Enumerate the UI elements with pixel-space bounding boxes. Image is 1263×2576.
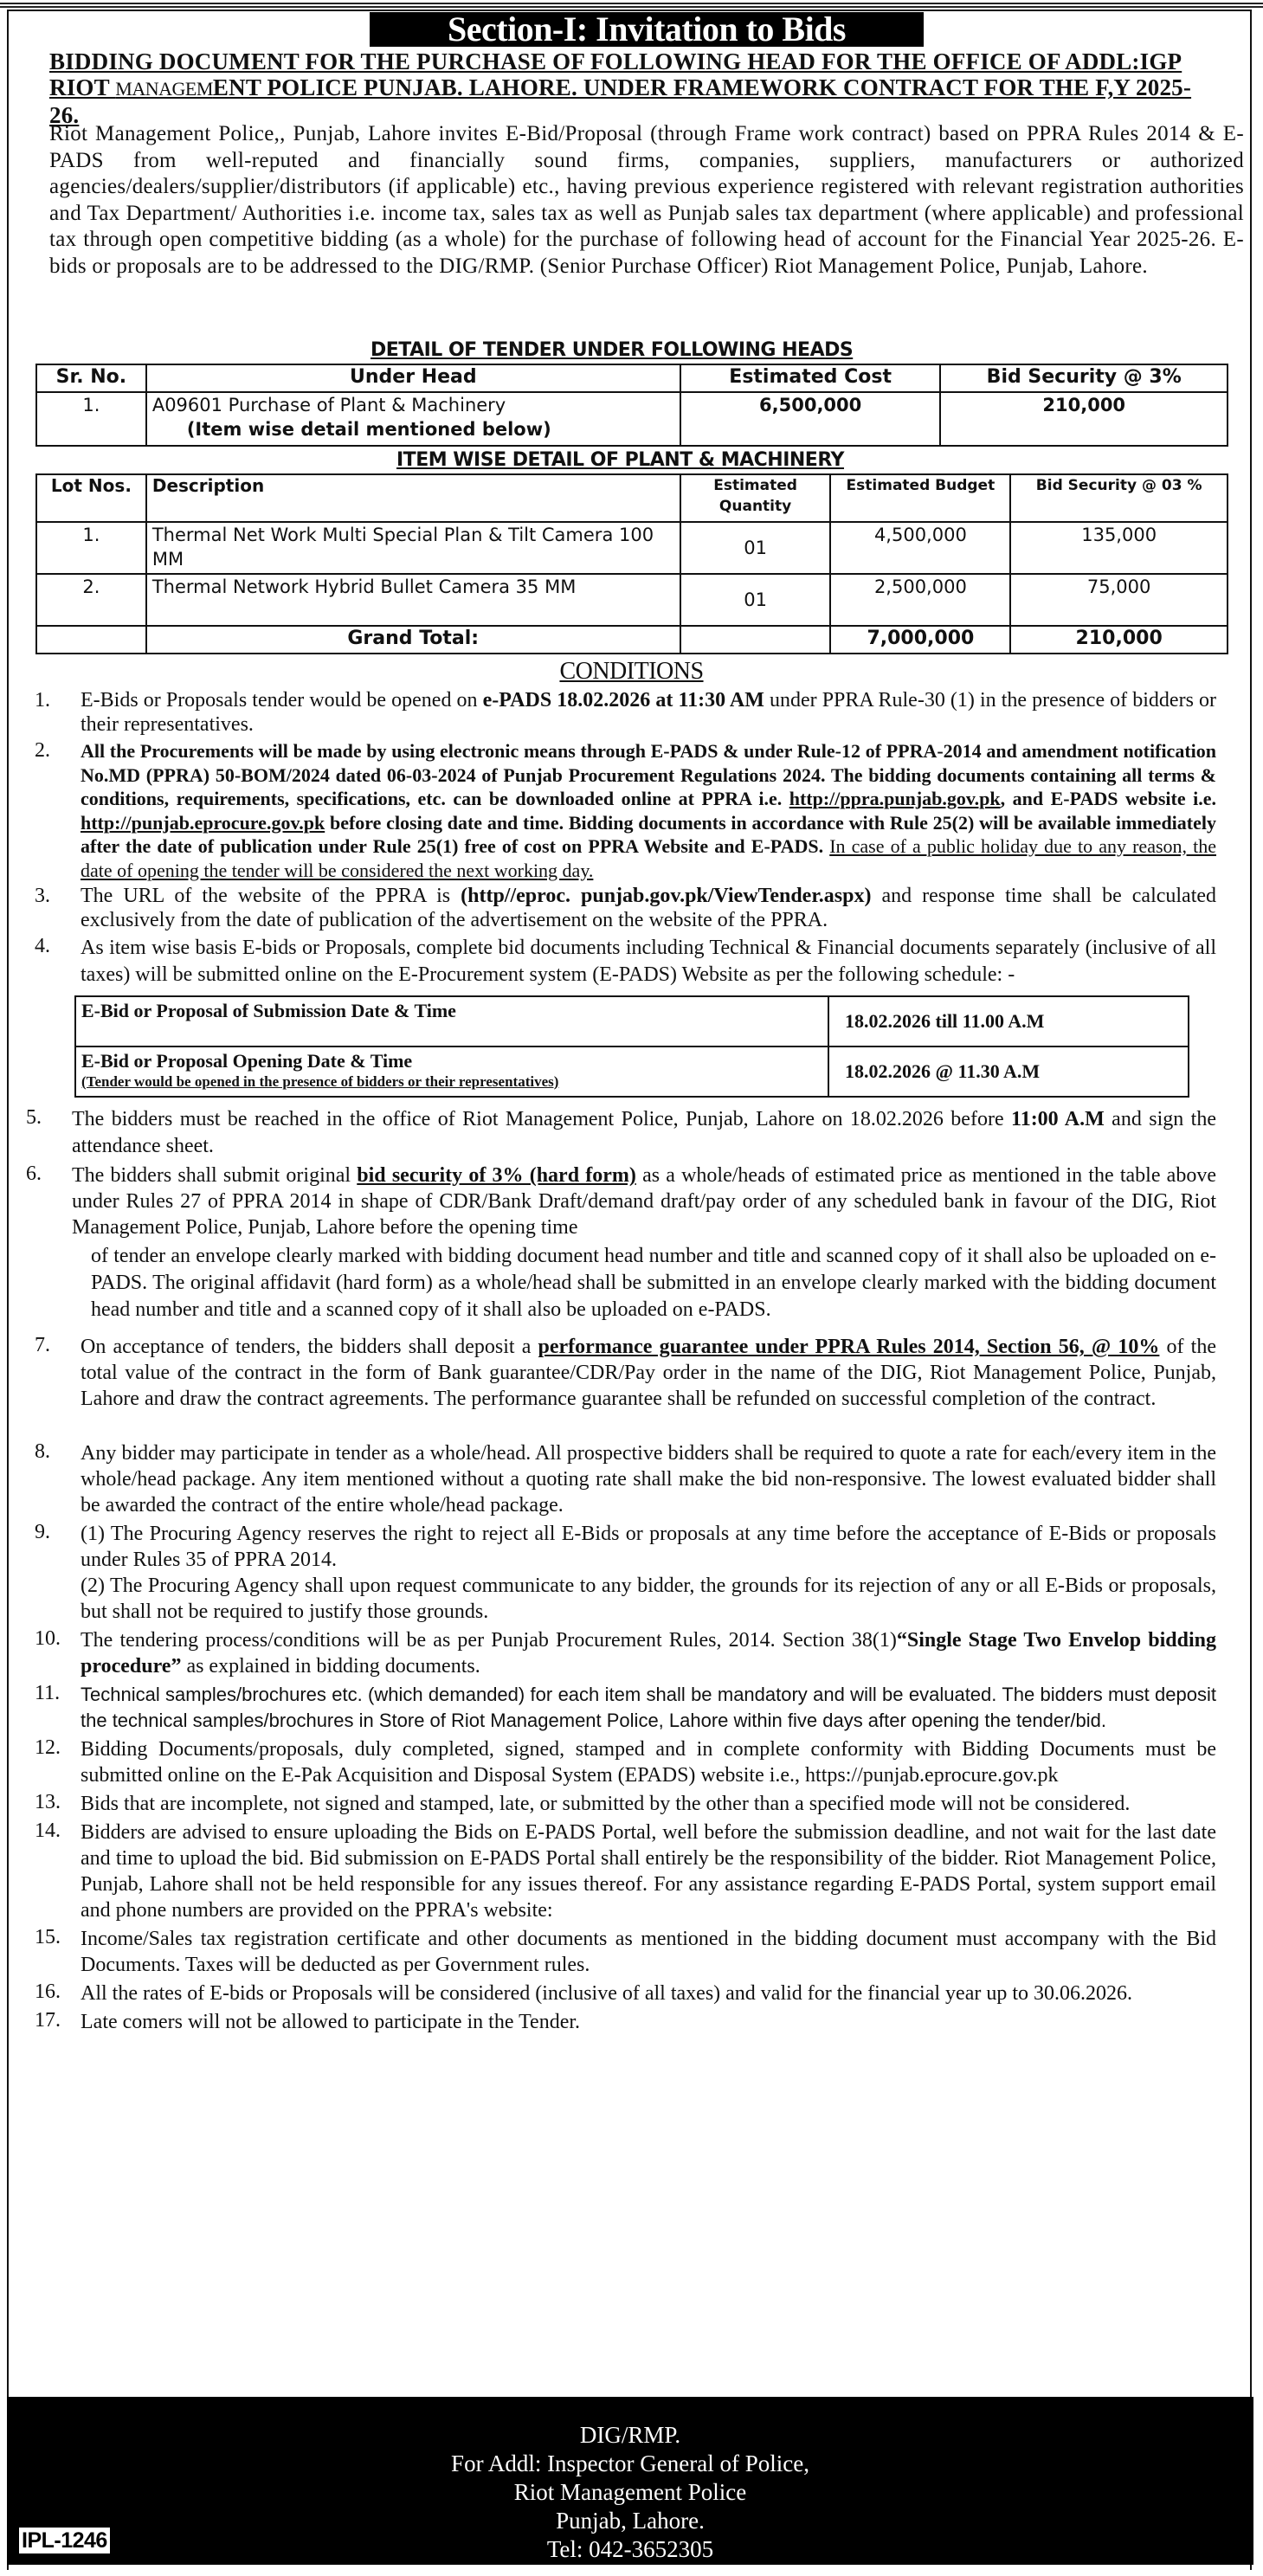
condition-number: 9. (35, 1521, 50, 1543)
condition-number: 4. (35, 935, 50, 957)
condition-item-14 (35, 1819, 1216, 1923)
conditions-list (26, 689, 1217, 2038)
text-segment: under PPRA Rule-30 (1) in the presence of bidders or their representatives. (81, 689, 1217, 736)
condition-item-12 (35, 1736, 1216, 1788)
condition-text (81, 1819, 1216, 1923)
bold-segment: “Single Stage Two Envelop bidding procedure” (81, 1629, 1216, 1678)
condition-item-9 (35, 1521, 1216, 1625)
condition-number: 7. (35, 1334, 50, 1356)
col-header-bid-security: Bid Security @ 03 % (1010, 474, 1228, 522)
schedule-label (75, 996, 828, 1046)
condition-item-1 (35, 689, 1216, 737)
condition-number: 10. (35, 1627, 61, 1650)
text-segment: E-Bids or Proposals tender would be opened on (81, 689, 483, 712)
schedule-value: 18.02.2026 till 11.00 A.M (828, 996, 1189, 1046)
condition-item-8 (35, 1440, 1216, 1518)
schedule-label (75, 1046, 828, 1097)
bold-segment: 11:00 A.M (1011, 1108, 1105, 1130)
condition-text (81, 1791, 1216, 1817)
schedule-label-note: (Tender would be opened in the presence of bidders or their representatives) (81, 1072, 559, 1090)
grand-total-label: Grand Total: (146, 626, 680, 654)
bid-security-cell: 75,000 (1010, 574, 1228, 626)
text-segment: , and E-PADS website i.e. (1000, 788, 1216, 809)
condition-number: 15. (35, 1926, 61, 1948)
condition-text (81, 1980, 1216, 2006)
schedule-label-text: E-Bid or Proposal Opening Date & Time (81, 1050, 413, 1072)
text-segment: Technical samples/brochures etc. (which demanded) for each item shall be mandatory and will be evaluated. The bidders must deposit the technical samples/brochures in Store of Riot Management Police, Lahore within five days after opening the tender/bid. (81, 1684, 1216, 1731)
schedule-value: 18.02.2026 @ 11.30 A.M (828, 1046, 1189, 1097)
text-segment: Any bidder may participate in tender as a whole/head. All prospective bidders shall be required to quote a rate for each/every item in the whole/head package. Any item mentioned without a quoting rate shall make the bid non-responsive. The lowest evaluated bidder shall be awarded the contract of the entire whole/head package. (81, 1442, 1216, 1517)
condition-item-11 (35, 1682, 1216, 1734)
signatory-title: DIG/RMP. (579, 2422, 681, 2448)
table-header-row (36, 364, 1228, 392)
text-segment: All the Procurements will be made by using electronic means through E-PADS & under Rule-12 of PPRA-2014 and amendment notification No.MD (PPRA) 50-BOM/2024 dated 06-03-2024 of Punjab Procurement Regulations 2024. The bidding documents containing all terms & conditions, requirements, specifications, etc. can be downloaded online at PPRA i.e. (81, 740, 1216, 809)
text-segment: Late comers will not be allowed to participate in the Tender. (81, 2011, 581, 2033)
schedule-row (75, 996, 1189, 1046)
col-header-description: Description (146, 474, 680, 522)
bold-underlined-segment: performance guarantee under PPRA Rules 2014, Section 56, @ 10% (538, 1336, 1160, 1358)
text-segment: The bidders must be reached in the office of Riot Management Police, Punjab, Lahore on 18.02.2026 before (72, 1108, 1012, 1130)
text-segment: The tendering process/conditions will be as per Punjab Procurement Rules, 2014. Section 38(1) (81, 1629, 897, 1652)
col-header-quantity: Estimated Quantity (680, 474, 831, 522)
section-title: Section-I: Invitation to Bids (370, 12, 924, 47)
condition-item-16 (35, 1980, 1216, 2006)
bold-underlined-segment: bid security of 3% (hard form) (357, 1164, 636, 1187)
clause-1: (1) The Procuring Agency reserves the right to reject all E-Bids or proposals at any time before the acceptance of E-Bids or proposals under Rules 35 of PPRA 2014. (81, 1523, 1216, 1571)
col-header-sr-no: Sr. No. (36, 364, 146, 392)
condition-item-15 (35, 1926, 1216, 1978)
underlined-segment: In case of a public holiday due to any reason, the date of opening the tender will be considered the next working day. (81, 835, 1217, 881)
under-head-text: A09601 Purchase of Plant & Machinery (151, 395, 506, 415)
condition-number: 17. (35, 2009, 61, 2032)
text-segment: as a whole/heads of estimated price as mentioned in the table above under Rules 27 of PPRA 2014 in shape of CDR/Bank Draft/demand draft/pay order of any scheduled bank in favour of the DIG, Riot Management Police, Punjab, Lahore before the opening time (72, 1164, 1216, 1239)
items-heading: ITEM WISE DETAIL OF PLANT & MACHINERY (396, 449, 844, 471)
condition-text (81, 1682, 1216, 1734)
condition-text (81, 2009, 1216, 2035)
intro-paragraph: Riot Management Police,, Punjab, Lahore invites E-Bid/Proposal (through Frame work contract) based on PPRA Rules 2014 & E-PADS from well-reputed and financially sound firms, companies, suppliers, manufacturers or authorized agencies/dealers/supplier/distributors (if applicable) etc., having previous experience registered with relevant registration authorities and Tax Department/ Authorities i.e. income tax, sales tax as well as Punjab sales tax department (where applicable) and professional tax through open competitive bidding (as a whole) for the purchase of following head of account for the Financial Year 2025-26. E-bids or proposals are to be addressed to the DIG/RMP. (Senior Purchase Officer) Riot Management Police, Punjab, Lahore. (49, 122, 1244, 278)
signatory-phone: Tel: 042-3652305 (546, 2536, 714, 2562)
text-segment: All the rates of E-bids or Proposals will be considered (inclusive of all taxes) and valid for the financial year up to 30.06.2026. (81, 1982, 1133, 2005)
conditions-title: CONDITIONS (559, 658, 704, 685)
col-header-estimated-cost: Estimated Cost (680, 364, 941, 392)
col-header-budget: Estimated Budget (830, 474, 1010, 522)
condition-text (81, 1627, 1216, 1679)
text-segment: of the total value of the contract in the form of Bank guarantee/CDR/Pay order in the name of the DIG, Riot Management Police, Punjab, Lahore and draw the contract agreements. The performance guarantee shall be refunded on successful completion of the contract. (81, 1336, 1216, 1410)
ipl-reference-badge: IPL-1246 (19, 2528, 110, 2553)
schedule-table (74, 995, 1189, 1098)
condition-number: 8. (35, 1440, 50, 1463)
col-header-under-head: Under Head (146, 364, 680, 392)
condition-text (81, 689, 1216, 737)
condition-text (72, 1162, 1216, 1240)
signatory-location: Punjab, Lahore. (556, 2508, 705, 2534)
empty-cell (36, 626, 146, 654)
condition-item-3 (35, 885, 1216, 932)
condition-item-5 (26, 1106, 1216, 1160)
lot-cell: 1. (36, 522, 146, 574)
description-cell: Thermal Net Work Multi Special Plan & Tilt Camera 100 MM (146, 522, 680, 574)
document-heading (49, 48, 1209, 128)
table-row (36, 522, 1228, 574)
epads-link[interactable]: http://punjab.eprocure.gov.pk (81, 811, 325, 834)
condition-text (81, 1440, 1216, 1518)
text-segment: The URL of the website of the PPRA is (81, 885, 461, 907)
condition-text (81, 1926, 1216, 1978)
condition-number: 5. (26, 1106, 42, 1129)
condition-item-10 (35, 1627, 1216, 1679)
lot-cell: 2. (36, 574, 146, 626)
tender-heads-heading: DETAIL OF TENDER UNDER FOLLOWING HEADS (371, 339, 854, 361)
signatory-office: For Addl: Inspector General of Police, (451, 2450, 809, 2476)
text-segment: as explained in bidding documents. (181, 1655, 480, 1678)
items-table (35, 473, 1228, 654)
schedule-row (75, 1046, 1189, 1097)
condition-text (81, 1521, 1216, 1625)
text-segment: and sign the attendance sheet. (72, 1108, 1216, 1157)
condition-number: 1. (35, 689, 50, 712)
condition-item-13 (35, 1791, 1216, 1817)
condition-item-7 (35, 1334, 1216, 1438)
signature-footer (7, 2397, 1253, 2565)
ppra-link[interactable]: http://ppra.punjab.gov.pk (789, 788, 1001, 809)
text-segment: Bidders are advised to ensure uploading the Bids on E-PADS Portal, well before the submission deadline, and not wait for the last date and time to upload the bid. Bid submission on E-PADS Portal shall entirely be the responsibility of the bidder. Riot Management Police, Punjab, Lahore shall not be held responsible for any issues thereof. For any assistance regarding E-PADS Portal, system support email and phone numbers are provided on the PPRA's website: (81, 1821, 1216, 1922)
condition-text (81, 885, 1216, 932)
condition-6-continuation: of tender an envelope clearly marked with bidding document head number and title and scanned copy of it shall also be uploaded on e-PADS. The original affidavit (hard form) as a whole/head shall be submitted in an envelope clearly marked with the bidding document head number and title and a scanned copy of it shall also be uploaded on e-PADS. (91, 1245, 1216, 1321)
condition-number: 13. (35, 1791, 61, 1813)
clause-2: (2) The Procuring Agency shall upon request communicate to any bidder, the grounds for its rejection of any or all E-Bids or proposals, but shall not be required to justify those grounds. (81, 1575, 1216, 1623)
text-segment: As item wise basis E-bids or Proposals, complete bid documents including Technical & Financial documents separately (inclusive of all taxes) will be submitted online on the E-Procurement system (E-PADS) Website as per the following schedule: - (81, 937, 1216, 986)
condition-number: 6. (26, 1162, 42, 1185)
schedule-label-text: E-Bid or Proposal of Submission Date & Time (81, 1000, 456, 1021)
condition-number: 16. (35, 1980, 61, 2003)
sr-no-cell: 1. (36, 392, 146, 446)
table-row (36, 392, 1228, 446)
quantity-cell: 01 (680, 574, 831, 626)
condition-text (81, 1334, 1216, 1412)
bold-segment: e-PADS 18.02.2026 at 11:30 AM (482, 689, 764, 712)
condition-number: 2. (35, 739, 50, 762)
bid-security-cell: 135,000 (1010, 522, 1228, 574)
heading-part-3: ENT POLICE PUNJAB. LAHORE. UNDER FRAMEWORK CONTRACT FOR THE F,Y 2025-26. (49, 74, 1192, 128)
text-segment: Bids that are incomplete, not signed and stamped, late, or submitted by the other than a specified mode will not be considered. (81, 1793, 1131, 1815)
quantity-cell: 01 (680, 522, 831, 574)
description-cell: Thermal Network Hybrid Bullet Camera 35 MM (146, 574, 680, 626)
under-head-cell (146, 392, 680, 446)
condition-item-6 (26, 1162, 1216, 1240)
text-segment: before closing date and time. Bidding documents in accordance with Rule 25(2) will be available immediately after the date of publication under Rule 25(1) free of cost on PPRA Website and E-PADS. (81, 811, 1216, 857)
url-segment: (http//eproc. punjab.gov.pk/ViewTender.aspx) (461, 885, 872, 907)
text-segment: and response time shall be calculated exclusively from the date of publication of the advertisement on the website of the PPRA. (81, 885, 1217, 931)
col-header-bid-security: Bid Security @ 3% (940, 364, 1228, 392)
condition-text (81, 739, 1216, 882)
table-header-row (36, 474, 1228, 522)
heading-part-2: MANAGEM (115, 78, 213, 100)
tender-heads-table (35, 364, 1228, 447)
heading-part-1: BIDDING DOCUMENT FOR THE PURCHASE OF FOLLOWING HEAD FOR THE OFFICE OF ADDL:IGP RIOT (49, 48, 1182, 100)
text-segment: The bidders shall submit original (72, 1164, 358, 1187)
text-segment: Income/Sales tax registration certificate and other documents as mentioned in the bidding document must accompany with the Bid Documents. Taxes will be deducted as per Government rules. (81, 1928, 1216, 1976)
text-segment: Bidding Documents/proposals, duly completed, signed, stamped and in complete conformity with Bidding Documents must be submitted online on the E-Pak Acquisition and Disposal System (EPADS) website i.e., https://punjab.eprocure.gov.pk (81, 1738, 1216, 1787)
conditions-title-wrap (0, 658, 1263, 686)
condition-number: 11. (35, 1682, 61, 1704)
condition-item-2 (35, 739, 1216, 882)
condition-text (81, 1736, 1216, 1788)
condition-number: 12. (35, 1736, 61, 1759)
condition-item-4 (35, 935, 1216, 989)
estimated-cost-cell: 6,500,000 (680, 392, 941, 446)
grand-total-row (36, 626, 1228, 654)
condition-text (81, 935, 1216, 989)
condition-text (72, 1106, 1216, 1160)
top-rule-2 (0, 6, 1263, 8)
grand-total-security: 210,000 (1010, 626, 1228, 654)
top-rule (0, 3, 1263, 4)
text-segment: On acceptance of tenders, the bidders shall deposit a (81, 1336, 538, 1358)
condition-item-17 (35, 2009, 1216, 2035)
signatory-department: Riot Management Police (513, 2479, 747, 2505)
bid-security-cell: 210,000 (940, 392, 1228, 446)
budget-cell: 2,500,000 (830, 574, 1010, 626)
col-header-lot: Lot Nos. (36, 474, 146, 522)
grand-total-budget: 7,000,000 (830, 626, 1010, 654)
empty-cell (680, 626, 831, 654)
under-head-note: (Item wise detail mentioned below) (186, 419, 551, 440)
table-row (36, 574, 1228, 626)
condition-number: 3. (35, 885, 50, 907)
budget-cell: 4,500,000 (830, 522, 1010, 574)
condition-number: 14. (35, 1819, 61, 1842)
